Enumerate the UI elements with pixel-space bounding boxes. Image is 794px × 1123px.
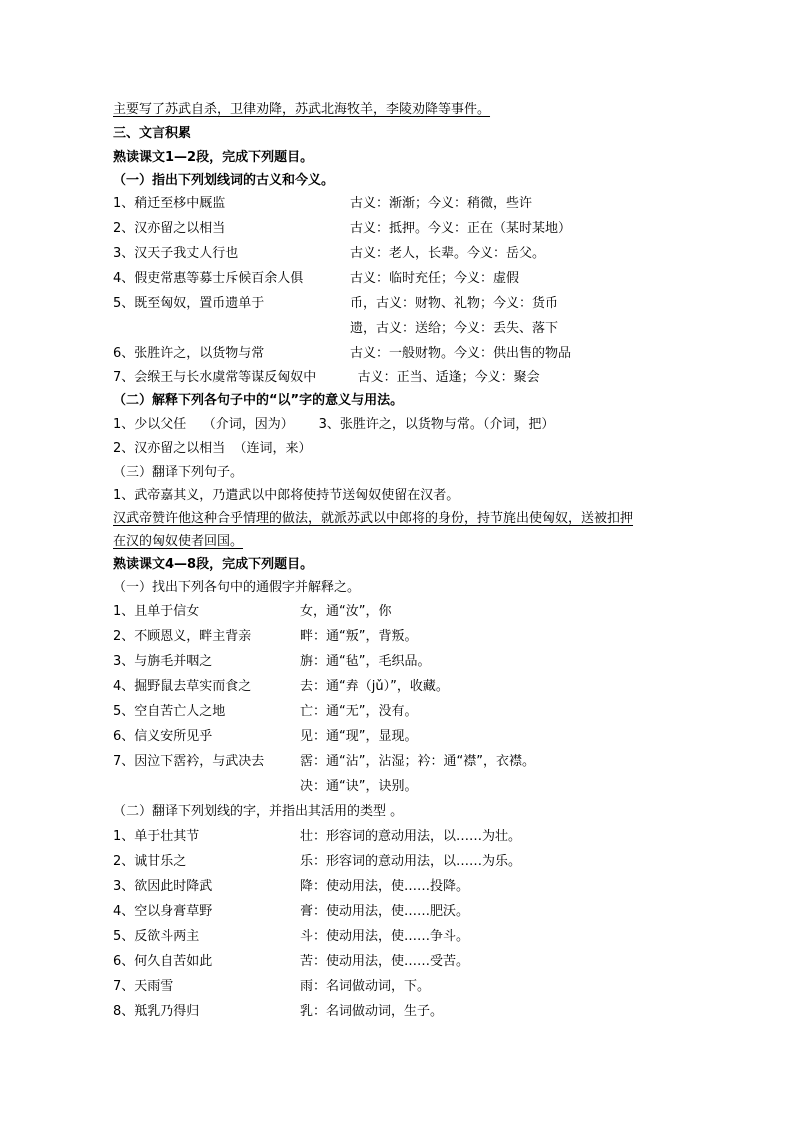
q1-row-left: 3、汉天子我丈人行也 (113, 246, 239, 261)
q4-row-left: 3、与旃毛并咽之 (113, 654, 213, 669)
q5-row-right: 壮：形容词的意动用法，以……为壮。 (300, 829, 522, 844)
q5-row-right: 斗：使动用法，使……争斗。 (300, 929, 470, 944)
q5-row-left: 6、何久自苦如此 (113, 954, 213, 969)
q3-translation: 汉武帝赞许他这种合乎情理的做法，就派苏武以中郎将的身份，持节旄出使匈奴，送被扣押 (113, 511, 634, 526)
q5-row-left: 8、羝乳乃得归 (113, 1004, 200, 1019)
q3-translation: 在汉的匈奴使者回国。 (113, 534, 244, 549)
q5-row-right: 降：使动用法，使……投降。 (300, 879, 470, 894)
q4-row-left: 1、且单于信女 (113, 604, 200, 619)
q4-row-left: 2、不顾恩义，畔主背亲 (113, 629, 252, 644)
q5-row-right: 乐：形容词的意动用法，以……为乐。 (300, 854, 522, 869)
q5-row-left: 1、单于壮其节 (113, 829, 200, 844)
q1-row-right: 古义：一般财物。今义：供出售的物品 (350, 346, 572, 361)
q4-heading: （一）找出下列各句中的通假字并解释之。 (113, 580, 361, 595)
q4-row-right: 决：通“诀”，诀别。 (300, 779, 418, 794)
q5-row-right: 雨：名词做动词，下。 (300, 979, 431, 994)
summary-line: 主要写了苏武自杀，卫律劝降，苏武北海牧羊，李陵劝降等事件。 (113, 102, 491, 117)
q1-row7: 7、会缑王与长水虞常等谋反匈奴中 古义：正当、适逢；今义：聚会 (113, 370, 540, 385)
q4-row-right: 畔：通“叛”，背叛。 (300, 629, 418, 644)
q4-row-right: 去：通“弆（jǔ）”，收藏。 (300, 679, 449, 694)
q1-heading: （一）指出下列划线词的古义和今义。 (113, 173, 335, 188)
q1-row-left: 1、稍迁至栘中厩监 (113, 196, 226, 211)
q4-row-left: 7、因泣下霑衿，与武决去 (113, 754, 265, 769)
q4-row-left: 6、信义安所见乎 (113, 729, 213, 744)
q1-row-right: 币，古义：财物、礼物；今义：货币 (350, 296, 559, 311)
q4-row-right: 旃：通“毡”，毛织品。 (300, 654, 431, 669)
q3-sentence: 1、武帝嘉其义，乃遣武以中郎将使持节送匈奴使留在汉者。 (113, 488, 460, 503)
q4-row-right: 亡：通“无”，没有。 (300, 704, 418, 719)
section-heading: 三、文言积累 (113, 126, 192, 141)
q1-row-right: 古义：临时充任；今义：虚假 (350, 271, 520, 286)
q1-row-right: 古义：老人，长辈。今义：岳父。 (350, 246, 546, 261)
q4-row-right: 霑：通“沾”，沾湿；衿：通“襟”，衣襟。 (300, 754, 535, 769)
q5-row-left: 4、空以身膏草野 (113, 904, 213, 919)
q1-row-right: 古义：渐渐；今义：稍微，些许 (350, 196, 533, 211)
part2-heading: 熟读课文4—8段，完成下列题目。 (113, 557, 314, 572)
q5-row-left: 2、诚甘乐之 (113, 854, 187, 869)
part1-heading: 熟读课文1—2段，完成下列题目。 (113, 150, 314, 165)
q1-row-left: 6、张胜许之，以货物与常 (113, 346, 265, 361)
q2-heading: （二）解释下列各句子中的“以”字的意义与用法。 (113, 393, 404, 408)
q5-heading: （二）翻译下列划线的字，并指出其活用的类型 。 (113, 804, 404, 819)
q2-line: 1、少以父任 （介词，因为） 3、张胜许之，以货物与常。（介词，把） (113, 417, 555, 432)
q1-row-right: 遗，古义：送给；今义：丢失、落下 (350, 321, 559, 336)
q5-row-right: 苦：使动用法，使……受苦。 (300, 954, 470, 969)
q4-row-right: 见：通“现”，显现。 (300, 729, 418, 744)
q1-row-left: 5、既至匈奴，置币遗单于 (113, 296, 265, 311)
q1-row-right: 古义：抵押。今义：正在（某时某地） (350, 221, 572, 236)
q3-heading: （三）翻译下列句子。 (113, 465, 244, 480)
q5-row-right: 膏：使动用法，使……肥沃。 (300, 904, 470, 919)
q4-row-right: 女，通“汝”，你 (300, 604, 392, 619)
q1-row-left: 4、假吏常惠等募士斥候百余人俱 (113, 271, 304, 286)
q5-row-right: 乳：名词做动词，生子。 (300, 1004, 444, 1019)
q4-row-left: 4、掘野鼠去草实而食之 (113, 679, 252, 694)
q5-row-left: 3、欲因此时降武 (113, 879, 213, 894)
q4-row-left: 5、空自苦亡人之地 (113, 704, 226, 719)
q1-row-left: 2、汉亦留之以相当 (113, 221, 226, 236)
q5-row-left: 7、天雨雪 (113, 979, 174, 994)
q5-row-left: 5、反欲斗两主 (113, 929, 200, 944)
q2-line: 2、汉亦留之以相当 （连词，来） (113, 441, 312, 456)
